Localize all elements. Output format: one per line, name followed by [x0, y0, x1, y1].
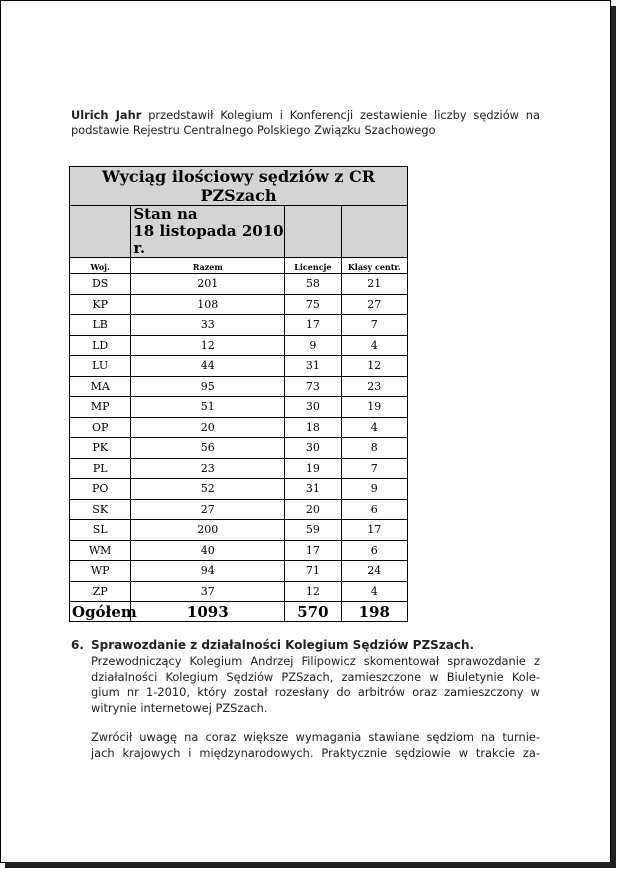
table-date-row: [70, 206, 408, 258]
table-cell: 12: [131, 335, 285, 356]
table-cell: 7: [341, 315, 407, 336]
table-cell: LD: [70, 335, 131, 356]
section-6: [71, 637, 540, 761]
table-cell: LU: [70, 356, 131, 377]
total-cell: 1093: [131, 602, 285, 622]
intro-line-2: podstawie Rejestru Centralnego Polskiego Związku Szachowego: [71, 123, 436, 137]
empty-cell: [285, 206, 341, 258]
table-row: [70, 356, 408, 377]
table-cell: 56: [131, 438, 285, 459]
table-cell: LB: [70, 315, 131, 336]
table-cell: 6: [341, 540, 407, 561]
table-cell: 73: [285, 376, 341, 397]
table-cell: 4: [341, 417, 407, 438]
table-cell: ZP: [70, 581, 131, 602]
table-cell: 33: [131, 315, 285, 336]
table-cell: 30: [285, 397, 341, 418]
table-header-row: [70, 258, 408, 274]
table-row: [70, 499, 408, 520]
header-licencje: Licencje: [285, 258, 341, 274]
author-name: Ulrich Jahr: [71, 108, 142, 122]
table-cell: 95: [131, 376, 285, 397]
section-number: 6.: [71, 638, 84, 652]
table-cell: 23: [341, 376, 407, 397]
table-row: [70, 458, 408, 479]
table-cell: 12: [341, 356, 407, 377]
table-cell: 27: [341, 294, 407, 315]
table-cell: 40: [131, 540, 285, 561]
section-body: [91, 654, 540, 761]
table-total-row: [70, 602, 408, 622]
table-cell: 201: [131, 274, 285, 295]
table-cell: 9: [285, 335, 341, 356]
table-cell: 7: [341, 458, 407, 479]
table-cell: WM: [70, 540, 131, 561]
total-cell: 570: [285, 602, 341, 622]
header-woj: Woj.: [70, 258, 131, 274]
table-row: [70, 335, 408, 356]
table-cell: 19: [285, 458, 341, 479]
table-cell: 21: [341, 274, 407, 295]
table-row: [70, 561, 408, 582]
table-cell: 4: [341, 335, 407, 356]
para1-line: działalności Kolegium Sędziów PZSzach, zamieszczone w Biuletynie Kole-: [91, 669, 540, 684]
table-cell: 59: [285, 520, 341, 541]
table-row: [70, 315, 408, 336]
table-cell: PL: [70, 458, 131, 479]
table-cell: 31: [285, 356, 341, 377]
table-row: [70, 438, 408, 459]
total-label: Ogółem: [70, 602, 131, 622]
table-cell: 18: [285, 417, 341, 438]
total-cell: 198: [341, 602, 407, 622]
table-row: [70, 294, 408, 315]
table-cell: 27: [131, 499, 285, 520]
table-row: [70, 274, 408, 295]
table-date-label: [131, 206, 285, 258]
table-row: [70, 479, 408, 500]
para1-line: gium nr 1-2010, który został rozesłany do arbitrów oraz zamieszczony w: [91, 685, 540, 699]
table-cell: 17: [285, 540, 341, 561]
empty-cell: [70, 206, 131, 258]
table-cell: 75: [285, 294, 341, 315]
table-cell: DS: [70, 274, 131, 295]
table-cell: MA: [70, 376, 131, 397]
table-cell: OP: [70, 417, 131, 438]
referees-table: [69, 166, 408, 622]
table-cell: 52: [131, 479, 285, 500]
stan-line-2: 18 listopada 2010 r.: [133, 222, 284, 257]
para1-line: witrynie internetowej PZSzach.: [91, 700, 268, 715]
table-cell: KP: [70, 294, 131, 315]
table-cell: 71: [285, 561, 341, 582]
para2-line: jach krajowych i międzynarodowych. Praktycznie sędziowie w trakcie za-: [91, 745, 540, 760]
header-razem: Razem: [131, 258, 285, 274]
table-row: [70, 417, 408, 438]
table-cell: PO: [70, 479, 131, 500]
table-cell: 17: [285, 315, 341, 336]
page-shadow-bottom: [5, 862, 616, 868]
table-cell: 20: [285, 499, 341, 520]
table-cell: 20: [131, 417, 285, 438]
table-row: [70, 520, 408, 541]
table-cell: 51: [131, 397, 285, 418]
table-cell: PK: [70, 438, 131, 459]
table-cell: 6: [341, 499, 407, 520]
table-row: [70, 540, 408, 561]
table-cell: 200: [131, 520, 285, 541]
table-cell: 12: [285, 581, 341, 602]
table-cell: 23: [131, 458, 285, 479]
section-heading: [71, 637, 540, 654]
header-klasy: Klasy centr.: [341, 258, 407, 274]
table-cell: MP: [70, 397, 131, 418]
page-shadow-right: [611, 6, 616, 868]
table-cell: 31: [285, 479, 341, 500]
table-row: [70, 376, 408, 397]
table-cell: 108: [131, 294, 285, 315]
section-title: Sprawozdanie z działalności Kolegium Sędziów PZSzach.: [91, 638, 475, 652]
stan-line-1: Stan na: [133, 205, 198, 223]
table-cell: 4: [341, 581, 407, 602]
table-cell: 8: [341, 438, 407, 459]
table-row: [70, 397, 408, 418]
table-title-row: [70, 167, 408, 206]
table-cell: 19: [341, 397, 407, 418]
empty-cell: [341, 206, 407, 258]
table-cell: 44: [131, 356, 285, 377]
table-cell: 24: [341, 561, 407, 582]
table-row: [70, 581, 408, 602]
table-cell: WP: [70, 561, 131, 582]
table-cell: 37: [131, 581, 285, 602]
table-title: Wyciąg ilościowy sędziów z CR PZSzach: [70, 167, 408, 206]
table-cell: SK: [70, 499, 131, 520]
table-cell: 30: [285, 438, 341, 459]
intro-line-1: [71, 108, 540, 123]
para1-line: Przewodniczący Kolegium Andrzej Filipowicz skomentował sprawozdanie z: [91, 654, 540, 668]
intro-paragraph: [71, 108, 540, 138]
table-cell: 9: [341, 479, 407, 500]
intro-line-1-text: przedstawił Kolegium i Konferencji zestawienie liczby sędziów na: [148, 108, 541, 122]
para2-line: Zwrócił uwagę na coraz większe wymagania stawiane sędziom na turnie-: [91, 730, 540, 744]
table-cell: SL: [70, 520, 131, 541]
table-cell: 58: [285, 274, 341, 295]
table-cell: 94: [131, 561, 285, 582]
table-cell: 17: [341, 520, 407, 541]
